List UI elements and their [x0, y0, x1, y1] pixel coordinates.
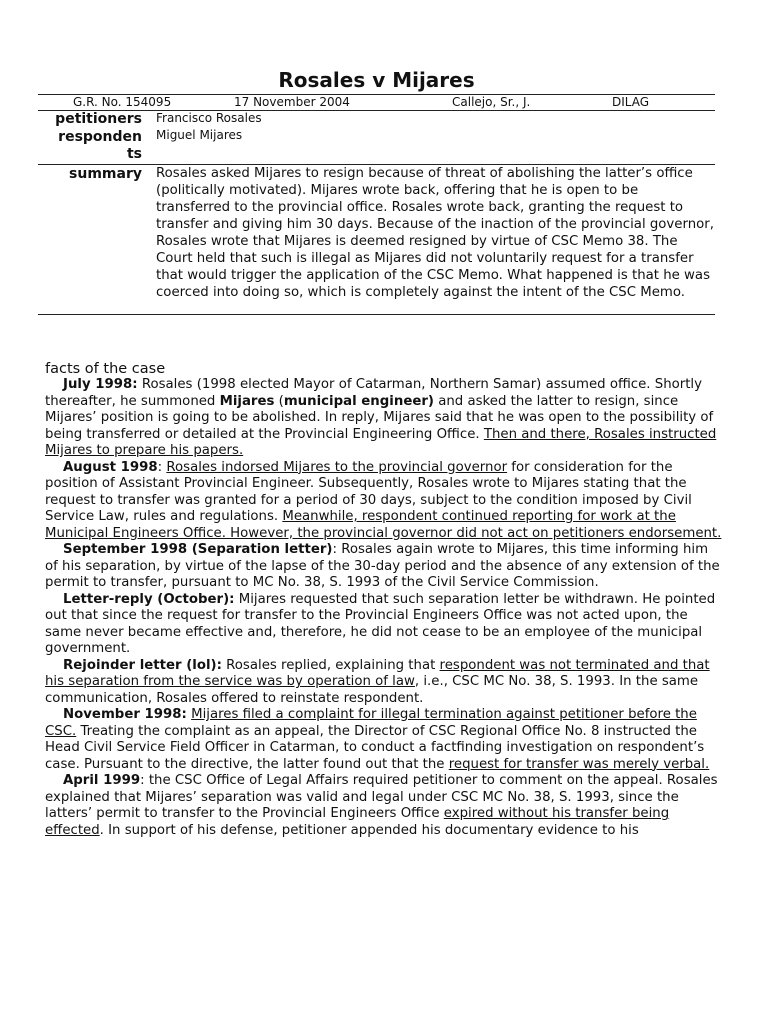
fact-text: Mijares requested that such separation letter be withdrawn. He pointed out that since the request for transfer to the Provincial Engineers Office was not acted upon, the same never became effective and, therefore, he did not cease to be an employee of the municipal government. [45, 591, 716, 656]
fact-underlined: expired without his transfer being effected [45, 806, 670, 838]
fact-text: Treating the complaint as an appeal, the Director of CSC Regional Office No. 8 instructed the Head Civil Service Field Officer in Catarman, to conduct a factfinding investigation on respondent’s case. Pursuant to the directive, the latter found out that the [45, 723, 705, 772]
fact-text: Rosales replied, explaining that [221, 657, 440, 673]
fact-text: : the CSC Office of Legal Affairs required petitioner to comment on the appeal. Rosales explained that Mijares’ separation was valid and legal under CSC MC No. 38, S. 1993, since the latters’ permit to transfer to the Provincial Engineers Office [45, 773, 718, 821]
petitioners-value: Francisco Rosales [156, 111, 262, 125]
fact-text: for consideration for the position of Assistant Provincial Engineer. Subsequently, Rosales wrote to Mijares stating that the request to transfer was granted for a period of 30 days, subject to the condition imposed by Civil Service Law, rules and regulations. [45, 459, 692, 524]
summary-text: Rosales asked Mijares to resign because of threat of abolishing the latter’s office (politically motivated). Mijares wrote back, offering that he is open to be transferred to the provincial office. Rosales wrote back, granting the request to transfer and giving him 30 days. Because of the inaction of the provincial governor, Rosales wrote that Mijares is deemed resigned by virtue of CSC Memo 38. The Court held that such is illegal as Mijares did not voluntarily request for a transfer that would trigger the application of the CSC Memo. What happened is that he was coerced into doing so, which is completely against the intent of the CSC Memo. [156, 166, 714, 300]
fact-paragraph [45, 707, 725, 773]
fact-bold: Mijares [219, 393, 275, 409]
fact-text: : Rosales again wrote to Mijares, this time informing him of his separation, by virtue of the lapse of the 30-day period and the absence of any extension of the permit to transfer, pursuant to MC No. 38, S. 1993 of the Civil Service Commission. [45, 542, 720, 590]
fact-underlined: Meanwhile, respondent continued reporting for work at the Municipal Engineers Office. However, the provincial governor did not act on petitioners endorsement. [45, 509, 722, 541]
respondents-value: Miguel Mijares [156, 128, 243, 142]
gr-number: G.R. No. 154095 [73, 95, 172, 109]
fact-text: Rosales (1998 elected Mayor of Catarman, Northern Samar) assumed office. Shortly thereafter, he summoned [45, 377, 702, 409]
fact-paragraph [45, 592, 725, 658]
fact-underlined: Mijares filed a complaint for illegal termination against petitioner before the CSC. [45, 707, 697, 739]
fact-underlined: Rosales indorsed Mijares to the provincial governor [166, 459, 508, 475]
ponente: Callejo, Sr., J. [452, 95, 531, 109]
petitioners-label: petitioners [55, 111, 142, 127]
fact-text: : [157, 459, 167, 475]
fact-date: April 1999 [63, 773, 141, 788]
divider [38, 314, 715, 315]
facts-heading: facts of the case [45, 361, 166, 377]
fact-text: and asked the latter to resign, since Mijares’ position is going to be abolished. In reply, Mijares said that he was open to the possibility of being transferred or detailed at the Provincial Engineering Office. [45, 393, 714, 442]
summary-label: summary [69, 166, 142, 182]
fact-paragraph [45, 377, 725, 460]
digest-author: DILAG [612, 95, 650, 109]
facts-body [45, 377, 725, 839]
respondents-label-line1: responden [58, 129, 142, 145]
fact-text: ( [274, 393, 284, 409]
fact-date: Rejoinder letter (lol): [63, 657, 222, 673]
fact-paragraph [45, 542, 725, 592]
fact-text: . In support of his defense, petitioner appended his documentary evidence to his [99, 822, 639, 838]
fact-date: August 1998 [63, 459, 158, 475]
fact-underlined: request for transfer was merely verbal. [448, 756, 710, 772]
fact-paragraph [45, 460, 725, 543]
case-meta-row [38, 94, 715, 111]
fact-paragraph [45, 658, 725, 708]
fact-underlined: respondent was not terminated and that his separation from the service was by operation of law [45, 657, 710, 689]
respondents-label-line2: ts [126, 146, 142, 162]
fact-bold: municipal engineer) [283, 393, 434, 409]
fact-paragraph [45, 773, 725, 839]
decision-date: 17 November 2004 [234, 95, 350, 109]
fact-date: September 1998 (Separation letter) [63, 542, 333, 557]
fact-date: Letter-reply (October): [63, 591, 235, 607]
fact-date: November 1998: [63, 707, 187, 722]
fact-text: , i.e., CSC MC No. 38, S. 1993. In the same communication, Rosales offered to reinstate respondent. [45, 674, 699, 706]
fact-date: July 1998: [63, 377, 138, 392]
fact-underlined: Then and there, Rosales instructed Mijares to prepare his papers. [45, 426, 717, 458]
case-title: Rosales v Mijares [278, 68, 475, 92]
